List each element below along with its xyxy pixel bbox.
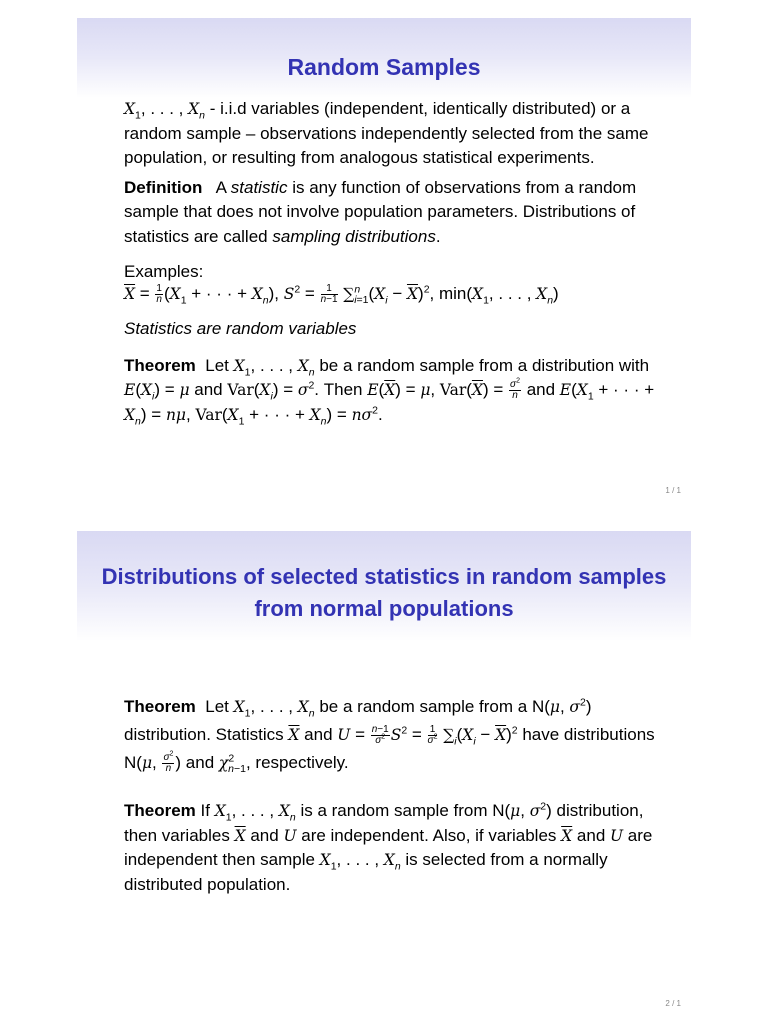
slide-2-header xyxy=(77,531,691,641)
definition-paragraph: Definition A statistic is any function of observations from a random sample that does not involve population parameters. Distributions of statistics are called sampling distributions. xyxy=(124,177,637,246)
theorem-2-paragraph: Theorem If $X_1$, . . . , $X_n$ is a random sample from N(μ, $\sigma^2$) distribution, then variables $\overline{X}$ and U are independent. Also, if variables $\overline{X}$ and U are independent then sample $X_1$, . . . , $X_n$ is selected from a normally distributed population. xyxy=(124,800,653,894)
theorem-1-label: Theorem xyxy=(124,697,196,716)
slide-1-body xyxy=(124,97,661,432)
theorem-2-label: Theorem xyxy=(124,801,196,820)
definition-term-2: sampling distributions xyxy=(272,226,436,246)
slide-1-page-number: 1 / 1 xyxy=(665,486,681,495)
slide-2 xyxy=(77,531,691,1018)
theorem-label: Theorem xyxy=(124,355,196,375)
slide-1 xyxy=(77,18,691,505)
theorem-paragraph: Theorem Let $X_1$, . . . , $X_n$ be a random sample from a distribution with $E(X_i) = \mu$ and $Var(X_i) = \sigma^2$. Then $E(\overline{X}) = \mu$, $Var(\overline{X})$ = $\frac{\sigma^2}{n}$ and $E(X_1$ + · · · + $X_n) = n\mu$, $Var(X_1$ + · · · + $X_n) = n\sigma^2$. xyxy=(124,355,655,427)
intro-paragraph: $X_1$, . . . , $X_n - i.i.d$ variables (independent, identically distributed) or a random sample – observations independently selected from the same population, or resulting from analogous statistical experiments. xyxy=(124,99,649,167)
note: Statistics are random variables xyxy=(124,319,357,339)
theorem-1-paragraph: Theorem Let $X_1$, . . . , $X_n$ be a random sample from a N(μ, $\sigma^2$) distribution. Statistics $\overline{X}$ and U = $\frac{n-1}{\sigma^2}$ $S^2$ = $\frac{1}{\sigma^2}$ $\sum_i(X_i - \overline{X})^2$ have distributions N(μ, $\frac{\sigma^2}{n}$ ) and $\chi^2_{n-1}$, respectively. xyxy=(124,696,655,776)
slide-1-title: Random Samples xyxy=(287,54,481,80)
examples-formula: $\overline{X}$ = $\frac{1}{n}$ ($X_1$ + · · · + $X_n$), $S^2$ = $\frac{1}{n-1}$ $\sum^n_{i=1}(X_i - \overline{X})^2$, $\min(X_1$, . . . , $X_n$) xyxy=(124,283,559,307)
definition-term: statistic xyxy=(230,177,288,197)
slide-2-page-number: 2 / 1 xyxy=(665,999,681,1008)
slide-1-header xyxy=(77,18,691,98)
examples-label: Examples: xyxy=(124,262,204,281)
slide-2-body xyxy=(124,693,661,902)
definition-label: Definition xyxy=(124,177,203,197)
examples-paragraph xyxy=(124,261,661,305)
slide-2-title: Distributions of selected statistics in random samples from normal populations xyxy=(101,564,667,621)
